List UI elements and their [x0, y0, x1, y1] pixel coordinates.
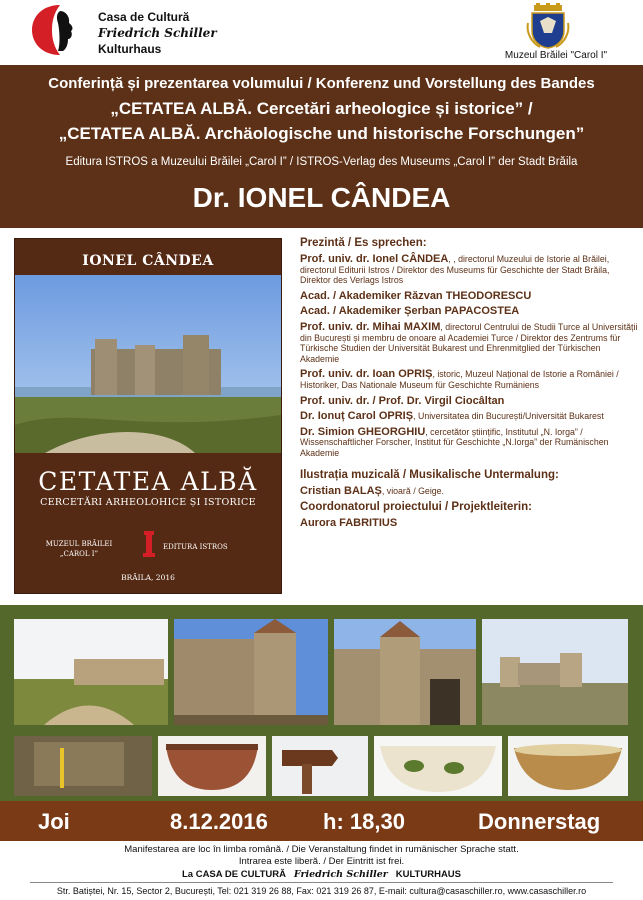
org-name-schiller: Friedrich Schiller [98, 26, 217, 40]
venue-line [0, 869, 643, 880]
event-day-ro: Joi [38, 809, 70, 834]
fortress-cover-photo [15, 275, 281, 453]
publisher-line: Editura ISTROS a Muzeului Brăilei „Carol I” / ISTROS-Verlag des Museums „Carol I” der Stadt Brăila [65, 156, 578, 168]
cover-publisher-museum [29, 539, 129, 559]
cover-publisher-istros: EDITURA ISTROS [163, 543, 228, 551]
cover-place-year: BRĂILA, 2016 [121, 573, 175, 582]
speaker-item [300, 427, 638, 459]
book-cover [14, 238, 282, 594]
istros-emblem-icon [141, 531, 157, 557]
fortress-photo-2 [174, 619, 328, 725]
event-date-bar [0, 801, 643, 841]
painted-bowl-photo [374, 736, 502, 796]
speaker-item [300, 322, 638, 364]
venue-part-3: KULTURHAUS [395, 869, 461, 880]
language-note: Manifestarea are loc în limba română. / Die Veranstaltung findet in rumänischer Sprache statt. [124, 844, 519, 855]
org-name-ro: Casa de Cultură [98, 10, 190, 24]
music-heading: Ilustrația muzicală / Musikalische Untermalung: [300, 468, 559, 481]
event-time: h: 18,30 [323, 809, 405, 834]
cover-subtitle: CERCETĂRI ARHEOLOHICE ȘI ISTORICE [40, 497, 256, 508]
speaker-name: Dr. Simion GHEORGHIU [300, 425, 426, 438]
glazed-bowl-photo [508, 736, 628, 796]
author-name: Dr. IONEL CÂNDEA [192, 182, 451, 213]
footer-divider [30, 882, 613, 883]
cover-author: IONEL CÂNDEA [82, 253, 214, 269]
speaker-item [300, 254, 638, 286]
braila-museum-crest-icon [526, 3, 570, 49]
ceramic-bowl-photo [158, 736, 266, 796]
speaker-item [300, 291, 638, 302]
schiller-house-logo-icon [30, 3, 90, 57]
speaker-name: Prof. univ. dr. Ioan OPRIȘ [300, 368, 433, 381]
speaker-item [300, 369, 638, 390]
book-title-de: „CETATEA ALBĂ. Archäologische und historische Forschungen” [58, 124, 585, 143]
speaker-name: Prof. univ. dr. Ionel CÂNDEA [300, 253, 449, 265]
speakers-list [300, 237, 638, 534]
coordinator-name: Aurora FABRITIUS [300, 517, 398, 530]
speaker-desc: , Universitatea din București/Universität Bukarest [413, 411, 604, 422]
fortress-photo-1 [14, 619, 168, 725]
speaker-desc: , istoric, Muzeul Național de Istorie a României / Historiker, Das Nationale Museum für Geschichte Rumäniens [300, 369, 619, 390]
speaker-name: Dr. Ionuț Carol OPRIȘ [300, 410, 414, 423]
fortress-photo-4 [482, 619, 628, 725]
coordinator [300, 518, 638, 529]
speaker-name: Prof. univ. dr. / Prof. Dr. Virgil Ciocâltan [300, 394, 505, 407]
cover-title: CETATEA ALBĂ [38, 467, 258, 496]
iron-axe-photo [272, 736, 368, 796]
org-name-de: Kulturhaus [98, 42, 162, 56]
speaker-item [300, 306, 638, 317]
event-date: 8.12.2016 [170, 809, 268, 834]
speaker-desc: , directorul Centrului de Studii Turce al Universității din București și membru de onoare al Academiei Turce / Direktor des Zentrums für Türkische Studien der Universität Bukarest und Ehrenmitglied der Türkischen Akademie [300, 321, 638, 364]
photo-strip [0, 605, 643, 801]
venue-part-2: Friedrich Schiller [293, 869, 388, 880]
coordinator-heading: Coordonatorul proiectului / Projektleiterin: [300, 501, 532, 514]
music-performer-desc: , vioară / Geige. [381, 485, 445, 496]
footer [0, 841, 643, 900]
excavation-photo [14, 736, 152, 796]
speakers-heading: Prezintă / Es sprechen: [300, 237, 427, 249]
speaker-desc: , cercetător științific, Institutul „N. Iorga” / Wissenschaftlicher Forscher, Institut für Geschichte „N.Iorga” der Rumänischen Akademie [300, 426, 609, 458]
venue-part-1: La CASA DE CULTURĂ [181, 869, 286, 880]
book-title-ro: „CETATEA ALBĂ. Cercetări arheologice și istorice” / [110, 99, 533, 118]
header [0, 0, 643, 65]
contact-line: Str. Batiștei, Nr. 15, Sector 2, București, Tel: 021 319 26 88, Fax: 021 319 26 87, E-mail: cultura@casaschiller.ro, www.casaschiller.ro [56, 886, 587, 896]
fortress-photo-3 [334, 619, 476, 725]
speaker-desc: , , directorul Muzeului de Istorie al Brăilei, directorul Editurii Istros / Direktor des Museums für Geschichte der Stadt Brăila, Direktor des Verlags Istros [300, 254, 610, 286]
music-performer [300, 486, 638, 497]
speaker-item [300, 411, 638, 422]
cover-publisher-museum-line2: „CAROL I” [59, 550, 99, 558]
museum-name: Muzeul Brăilei "Carol I" [504, 50, 608, 61]
speaker-name: Acad. / Akademiker Șerban PAPACOSTEA [300, 305, 520, 318]
event-type: Conferință și prezentarea volumului / Konferenz und Vorstellung des Bandes [48, 75, 595, 92]
title-band [0, 65, 643, 228]
event-day-de: Donnerstag [478, 809, 601, 834]
entry-note: Intrarea este liberă. / Der Eintritt ist frei. [238, 856, 405, 867]
music-performer-name: Cristian BALAȘ [300, 484, 382, 497]
cover-publisher-museum-line1: MUZEUL BRĂILEI [45, 540, 113, 548]
speaker-name: Acad. / Akademiker Răzvan THEODORESCU [300, 289, 532, 302]
speaker-item [300, 396, 638, 407]
speaker-name: Prof. univ. dr. Mihai MAXIM [300, 320, 441, 333]
